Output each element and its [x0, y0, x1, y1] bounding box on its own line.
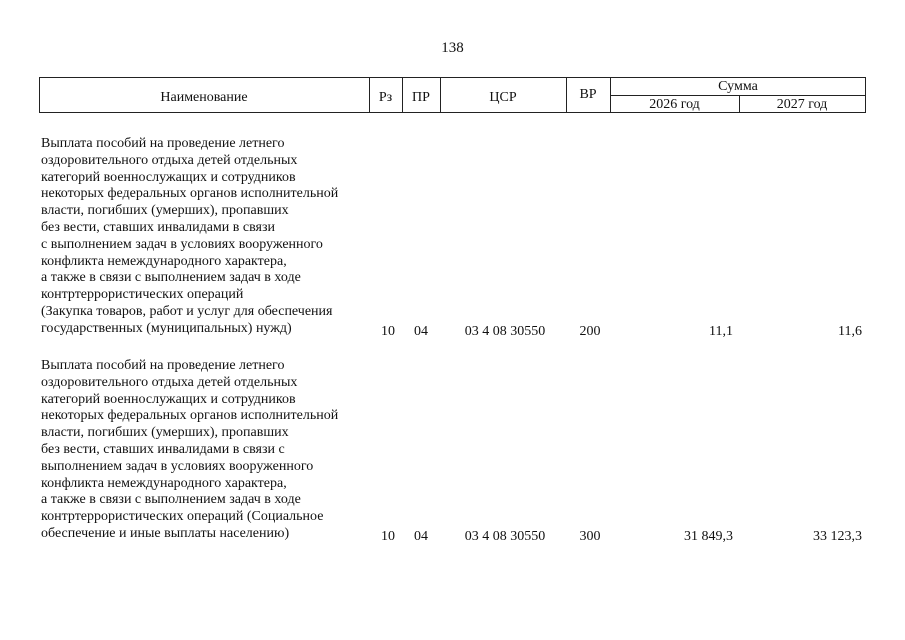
table-header [39, 77, 866, 113]
header-pr: ПР [412, 89, 430, 105]
page-number: 138 [441, 40, 464, 56]
header-year-2027: 2027 год [776, 97, 828, 112]
row-csr: 03 4 08 30550 [464, 529, 546, 544]
row-csr: 03 4 08 30550 [464, 324, 546, 339]
row-rz: 10 [381, 529, 395, 544]
row-pr: 04 [414, 529, 428, 544]
row-name: Выплата пособий на проведение летнего оздоровительного отдыха детей отдельных категорий военнослужащих и сотрудников некоторых федеральных органов исполнительной власти, погибших (умерших), пропавших без вести, ставших инвалидами в связи с выполнением задач в условиях вооруженного конфликта немеждународного характера, а также в связи с выполнением задач в ходе контртеррористических операций (Закупка товаров, работ и услуг для обеспечения государственных (муниципальных) нужд) [41, 136, 339, 336]
row-sum-2026: 11,1 [709, 324, 733, 339]
row-vr: 300 [579, 529, 601, 544]
row-sum-2027: 11,6 [838, 324, 862, 339]
row-pr: 04 [414, 324, 428, 339]
header-vr: ВР [579, 86, 597, 102]
row-rz: 10 [381, 324, 395, 339]
row-name: Выплата пособий на проведение летнего оздоровительного отдыха детей отдельных категорий военнослужащих и сотрудников некоторых федеральных органов исполнительной власти, погибших (умерших), пропавших без вести, ставших инвалидами в связи с выполнением задач в условиях вооруженного конфликта немеждународного характера, а также в связи с выполнением задач в ходе контртеррористических операций (Социальное обеспечение и иные выплаты населению) [41, 358, 339, 541]
header-name: Наименование [160, 89, 248, 105]
row-sum-2027: 33 123,3 [813, 529, 862, 544]
header-year-2026: 2026 год [649, 97, 700, 112]
header-rz: Рз [378, 89, 393, 105]
row-vr: 200 [579, 324, 601, 339]
header-sum: Сумма [718, 79, 758, 94]
header-csr: ЦСР [489, 89, 517, 105]
row-sum-2026: 31 849,3 [684, 529, 733, 544]
